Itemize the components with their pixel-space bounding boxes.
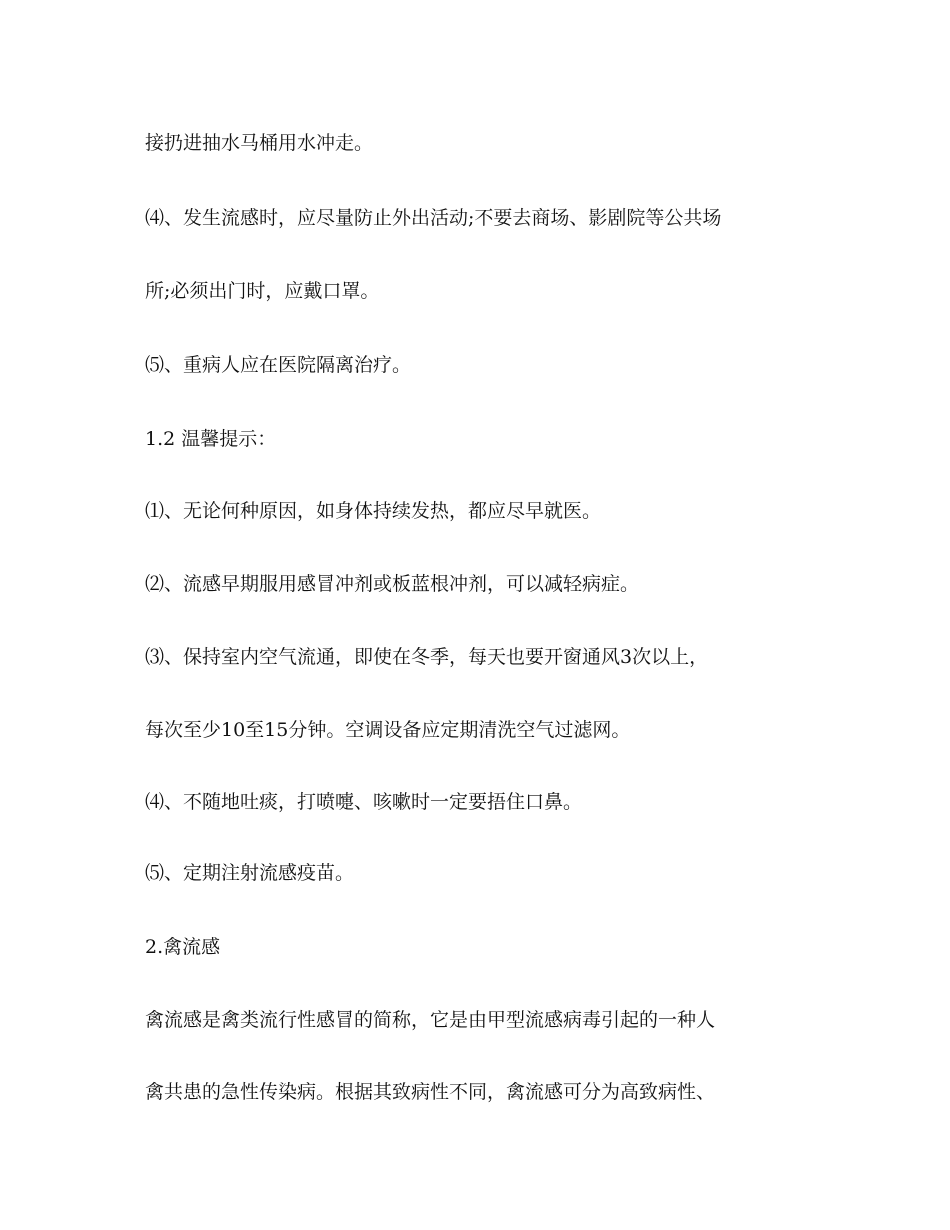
list-item-4-crowds: ⑷、发生流感时，应尽量防止外出活动;不要去商场、影剧院等公共场 bbox=[145, 207, 722, 229]
text-line-continuation: 每次至少10至15分钟。空调设备应定期清洗空气过滤网。 bbox=[145, 719, 631, 741]
section-heading-1-2: 1.2 温馨提示： bbox=[145, 428, 277, 450]
tip-item-3: ⑶、保持室内空气流通，即使在冬季，每天也要开窗通风3次以上， bbox=[145, 646, 709, 668]
text-line-continuation: 所;必须出门时，应戴口罩。 bbox=[145, 280, 380, 302]
tip-item-2: ⑵、流感早期服用感冒冲剂或板蓝根冲剂，可以减轻病症。 bbox=[145, 573, 640, 595]
section-heading-2: 2.禽流感 bbox=[145, 936, 221, 958]
tip-item-1: ⑴、无论何种原因，如身体持续发热，都应尽早就医。 bbox=[145, 500, 602, 522]
tip-item-5: ⑸、定期注射流感疫苗。 bbox=[145, 862, 355, 884]
paragraph-line: 禽共患的急性传染病。根据其致病性不同，禽流感可分为高致病性、 bbox=[145, 1081, 716, 1103]
tip-item-4: ⑷、不随地吐痰，打喷嚏、咳嗽时一定要捂住口鼻。 bbox=[145, 791, 583, 813]
list-item-5-isolation: ⑸、重病人应在医院隔离治疗。 bbox=[145, 354, 412, 376]
paragraph-line: 禽流感是禽类流行性感冒的简称，它是由甲型流感病毒引起的一种人 bbox=[145, 1009, 716, 1031]
text-line-continuation: 接扔进抽水马桶用水冲走。 bbox=[145, 132, 374, 154]
